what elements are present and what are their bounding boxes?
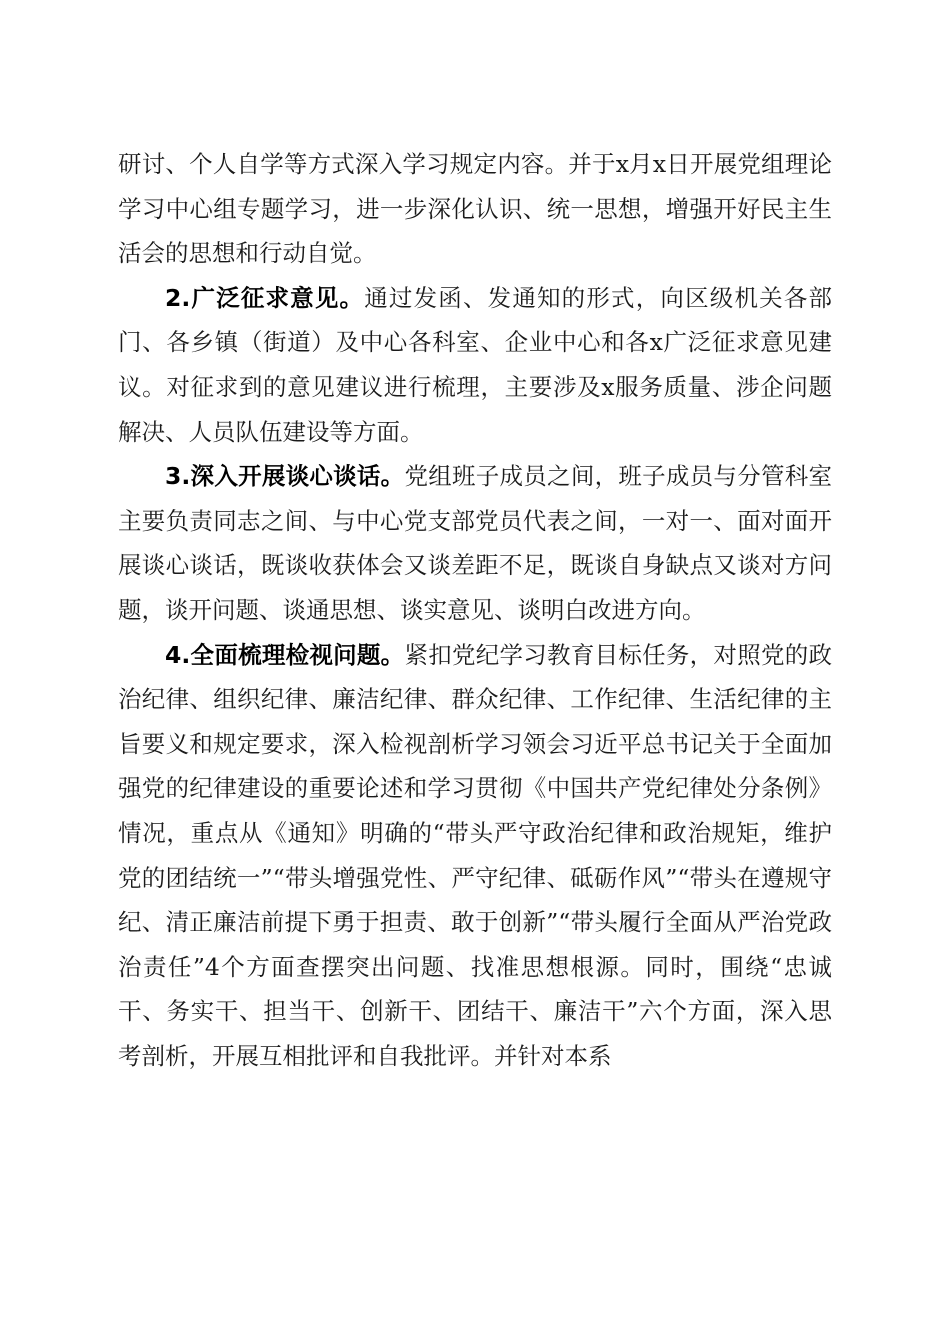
paragraph-2-text: 通过发函、发通知的形式，向区级机关各部门、各乡镇（街道）及中心各科室、企业中心和各x广泛征求意见建议。对征求到的意见建议进行梳理，主要涉及x服务质量、涉企问题解决、人员队伍建设等方面。 <box>118 283 833 446</box>
paragraph-1 <box>118 142 832 276</box>
paragraph-4 <box>118 633 832 1079</box>
paragraph-2 <box>118 276 832 454</box>
paragraph-2-heading: 2.广泛征求意见。 <box>165 283 365 312</box>
paragraph-3-heading: 3.深入开展谈心谈话。 <box>165 462 405 491</box>
document-page <box>118 142 832 1078</box>
paragraph-3 <box>118 454 832 632</box>
paragraph-3-text: 党组班子成员之间，班子成员与分管科室主要负责同志之间、与中心党支部党员代表之间，一对一、面对面开展谈心谈话，既谈收获体会又谈差距不足，既谈自身缺点又谈对方问题，谈开问题、谈通思想、谈实意见、谈明白改进方向。 <box>118 462 832 624</box>
paragraph-4-heading: 4.全面梳理检视问题。 <box>165 640 405 669</box>
paragraph-4-text: 紧扣党纪学习教育目标任务，对照党的政治纪律、组织纪律、廉洁纪律、群众纪律、工作纪律、生活纪律的主旨要义和规定要求，深入检视剖析学习领会习近平总书记关于全面加强党的纪律建设的重要论述和学习贯彻《中国共产党纪律处分条例》情况，重点从《通知》明确的“带头严守政治纪律和政治规矩，维护党的团结统一”“带头增强党性、严守纪律、砥砺作风”“带头在遵规守纪、清正廉洁前提下勇于担责、敢于创新”“带头履行全面从严治党政治责任”4个方面查摆突出问题、找准思想根源。同时，围绕“忠诚干、务实干、担当干、创新干、团结干、廉洁干”六个方面，深入思考剖析，开展互相批评和自我批评。并针对本系 <box>118 640 832 1070</box>
paragraph-1-text: 研讨、个人自学等方式深入学习规定内容。并于x月x日开展党组理论学习中心组专题学习，进一步深化认识、统一思想，增强开好民主生活会的思想和行动自觉。 <box>118 150 832 268</box>
